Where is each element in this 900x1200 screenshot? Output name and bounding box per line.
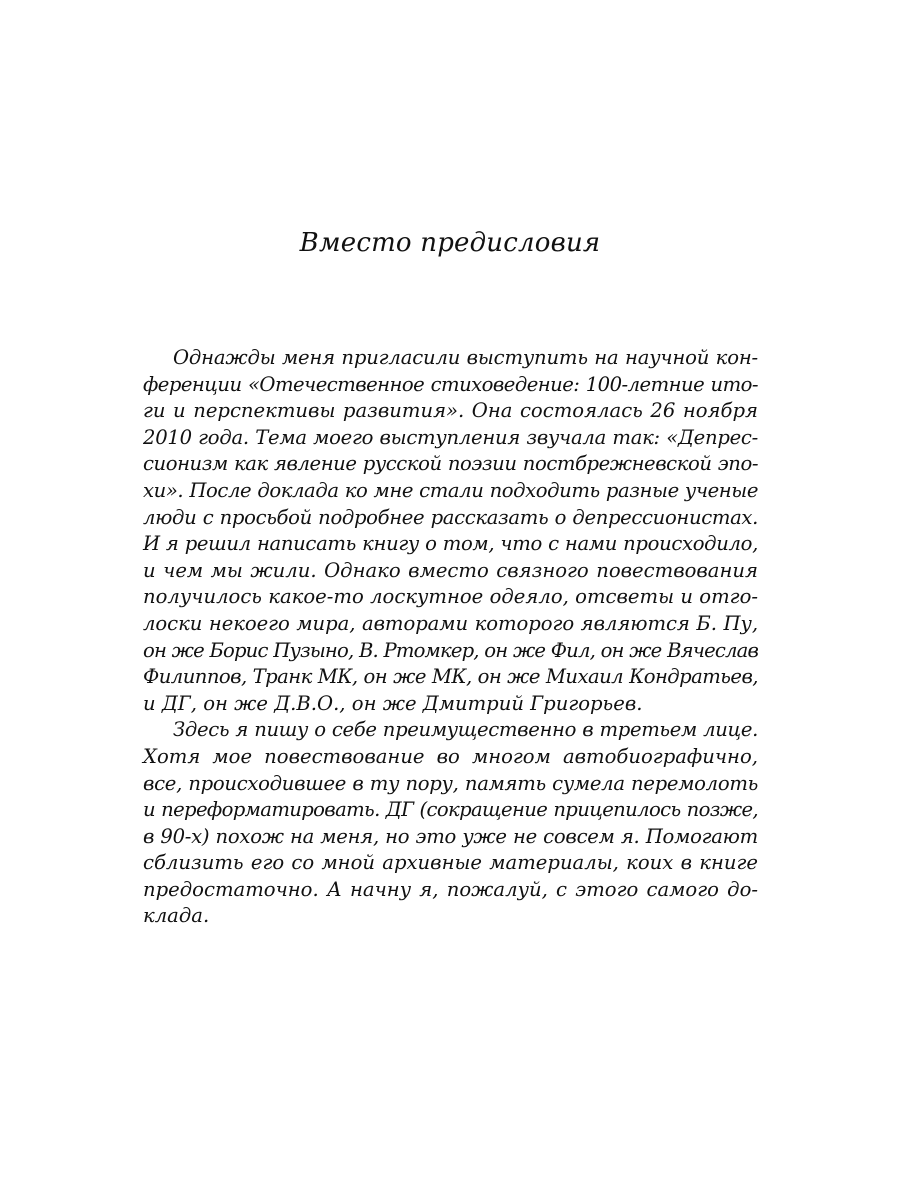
text-line: ференции «Отечественное стиховедение: 100-летние ито- <box>143 372 758 396</box>
text-line: 2010 года. Тема моего выступления звучала так: «Депрес- <box>143 425 758 449</box>
paragraph-2 <box>143 717 758 930</box>
text-line: люди с просьбой подробнее рассказать о депрессионистах. <box>143 505 758 529</box>
body-text <box>143 345 758 930</box>
text-line: ги и перспективы развития». Она состоялась 26 ноября <box>143 399 758 423</box>
text-line: Хотя мое повествование во многом автобиографично, <box>143 744 758 768</box>
text-line: все, происходившее в ту пору, память сумела перемолоть <box>143 771 758 795</box>
text-line: и ДГ, он же Д.В.О., он же Дмитрий Григорьев. <box>143 691 643 715</box>
text-line: сблизить его со мной архивные материалы, коих в книге <box>143 851 758 875</box>
text-line: получилось какое-то лоскутное одеяло, отсветы и отго- <box>143 585 758 609</box>
text-line: и чем мы жили. Однако вместо связного повествования <box>143 558 758 582</box>
text-line: клада. <box>143 904 210 928</box>
text-line: предостаточно. А начну я, пожалуй, с этого самого до- <box>143 877 758 901</box>
text-line: Филиппов, Транк МК, он же МК, он же Михаил Кондратьев, <box>143 665 758 689</box>
text-line: Однажды меня пригласили выступить на научной кон- <box>173 346 758 369</box>
text-line: И я решил написать книгу о том, что с нами происходило, <box>143 532 758 556</box>
text-line: Здесь я пишу о себе преимущественно в третьем лице. <box>173 718 758 742</box>
text-line: он же Борис Пузыно, В. Ртомкер, он же Фил, он же Вячеслав <box>143 638 758 662</box>
paragraph-1 <box>143 345 758 717</box>
text-line: в 90-х) похож на меня, но это уже не совсем я. Помогают <box>143 824 758 848</box>
text-line: хи». После доклада ко мне стали подходить разные ученые <box>143 478 758 502</box>
text-line: сионизм как явление русской поэзии постбрежневской эпо- <box>143 452 758 476</box>
text-line: лоски некоего мира, авторами которого являются Б. Пу, <box>143 611 758 635</box>
chapter-title: Вместо предисловия <box>299 228 601 258</box>
text-line: и переформатировать. ДГ (сокращение прицепилось позже, <box>143 798 758 822</box>
